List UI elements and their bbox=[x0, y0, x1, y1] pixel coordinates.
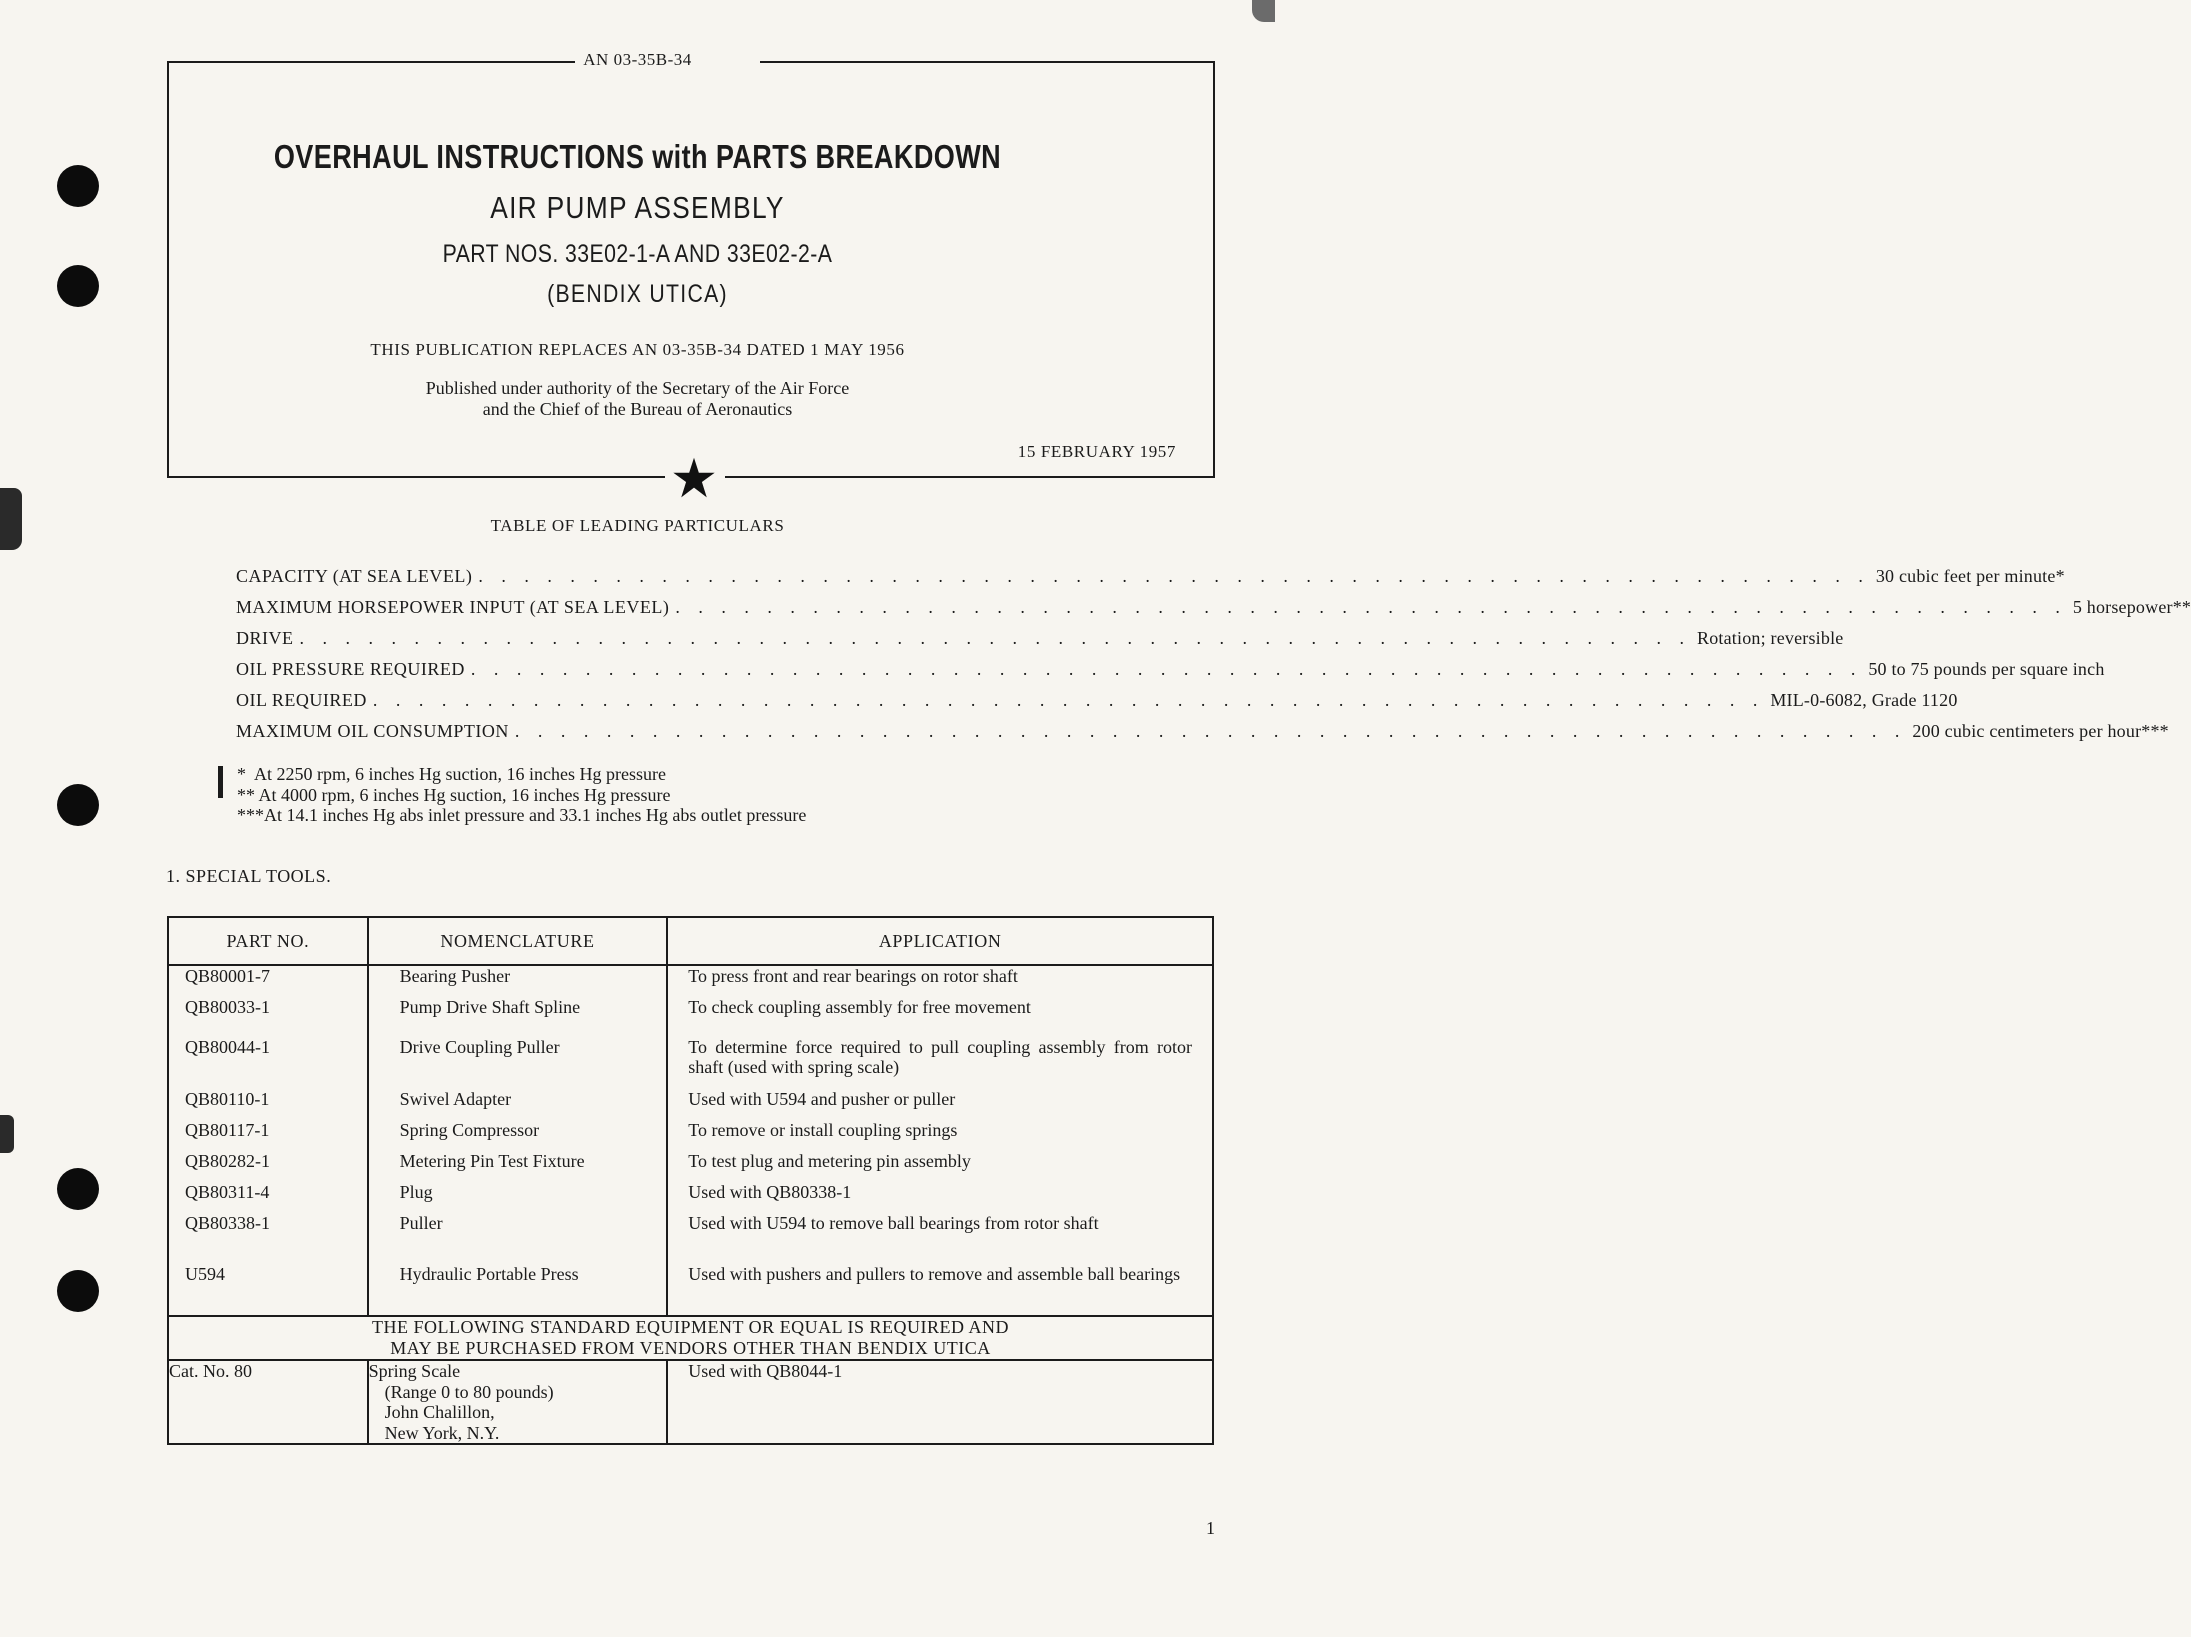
standard-equipment-row bbox=[168, 1360, 1213, 1444]
part-no: QB80033-1 bbox=[185, 997, 270, 1017]
application: Used with pushers and pullers to remove and assemble ball bearings bbox=[688, 1264, 1181, 1284]
page-number: 1 bbox=[1206, 1518, 1215, 1538]
particulars-footnotes bbox=[237, 764, 806, 826]
binder-hole-5 bbox=[57, 1270, 99, 1312]
application: Used with QB8044-1 bbox=[667, 1360, 1213, 1444]
leading-particulars-heading: TABLE OF LEADING PARTICULARS bbox=[490, 516, 785, 535]
nomenclature: Swivel Adapter bbox=[399, 1089, 512, 1109]
nomenclature: Bearing Pusher bbox=[399, 966, 511, 986]
part-no: QB80110-1 bbox=[185, 1089, 270, 1109]
header-application: APPLICATION bbox=[667, 917, 1213, 965]
part-no: QB80282-1 bbox=[185, 1151, 270, 1171]
star-icon bbox=[672, 456, 716, 500]
footnote: ** At 4000 rpm, 6 inches Hg suction, 16 inches Hg pressure bbox=[237, 784, 671, 805]
application: Used with U594 and pusher or puller bbox=[688, 1089, 956, 1109]
footnote: * At 2250 rpm, 6 inches Hg suction, 16 inches Hg pressure bbox=[237, 764, 666, 784]
application: Used with U594 to remove ball bearings from rotor shaft bbox=[688, 1213, 1099, 1233]
footnote: ***At 14.1 inches Hg abs inlet pressure and 33.1 inches Hg abs outlet pressure bbox=[237, 805, 807, 825]
particular-row: OIL PRESSURE REQUIRED . . . . . . . . . . . . . . . . . . . . . . . . . . . . . . . . . . . . . . . . . . . . . . . . . . . . . . . . . . . . . 50 to 75 pounds per square inch bbox=[236, 659, 2105, 679]
nomenclature: Plug bbox=[399, 1182, 433, 1202]
nomenclature: Hydraulic Portable Press bbox=[399, 1264, 579, 1284]
scan-corner-mark bbox=[1252, 0, 1275, 22]
part-no: QB80117-1 bbox=[185, 1120, 270, 1140]
nomenclature: Puller bbox=[399, 1213, 443, 1233]
binder-hole-4 bbox=[57, 1168, 99, 1210]
header-part-no: PART NO. bbox=[168, 917, 368, 965]
part-no: U594 bbox=[185, 1264, 225, 1284]
application: To test plug and metering pin assembly bbox=[688, 1151, 971, 1171]
application: To determine force required to pull coupling assembly from rotor shaft (used with spring scale) bbox=[688, 1037, 1192, 1077]
part-no: QB80001-7 bbox=[185, 966, 270, 986]
authority-statement: Published under authority of the Secretary of the Air Force and the Chief of the Bureau of Aeronautics bbox=[425, 378, 850, 419]
part-numbers: PART NOS. 33E02-1-A AND 33E02-2-A bbox=[442, 240, 833, 268]
assembly-title: AIR PUMP ASSEMBLY bbox=[490, 190, 785, 225]
application: To check coupling assembly for free movement bbox=[688, 997, 1031, 1017]
manufacturer: (BENDIX UTICA) bbox=[547, 280, 728, 308]
main-title: OVERHAUL INSTRUCTIONS with PARTS BREAKDOWN bbox=[273, 138, 1002, 175]
application: To remove or install coupling springs bbox=[688, 1120, 958, 1140]
nomenclature: Spring Compressor bbox=[399, 1120, 540, 1140]
application: To press front and rear bearings on rotor shaft bbox=[688, 966, 1018, 986]
nomenclature: Pump Drive Shaft Spline bbox=[399, 997, 581, 1017]
special-tools-table bbox=[167, 916, 1214, 1445]
particular-row: MAXIMUM HORSEPOWER INPUT (AT SEA LEVEL) . . . . . . . . . . . . . . . . . . . . . . . . . . . . . . . . . . . . . . . . . . . . . . . . . . . . . . . . . . . . . 5 horsepower** bbox=[236, 597, 2191, 617]
binder-hole-3 bbox=[57, 784, 99, 826]
binder-hole-1 bbox=[57, 165, 99, 207]
application: Used with QB80338-1 bbox=[688, 1182, 852, 1202]
header-nomenclature: NOMENCLATURE bbox=[368, 917, 668, 965]
nomenclature: Spring Scale (Range 0 to 80 pounds) John Chalillon, New York, N.Y. bbox=[368, 1360, 668, 1444]
scan-edge-mark bbox=[0, 1115, 14, 1153]
replaces-notice: THIS PUBLICATION REPLACES AN 03-35B-34 DATED 1 MAY 1956 bbox=[370, 340, 905, 359]
nomenclature-column bbox=[368, 965, 668, 1316]
publication-date: 15 FEBRUARY 1957 bbox=[1017, 442, 1176, 461]
nomenclature: Metering Pin Test Fixture bbox=[399, 1151, 585, 1171]
standard-equipment-notice: THE FOLLOWING STANDARD EQUIPMENT OR EQUAL IS REQUIRED AND MAY BE PURCHASED FROM VENDORS OTHER THAN BENDIX UTICA bbox=[168, 1316, 1213, 1360]
document-number: AN 03-35B-34 bbox=[0, 50, 1275, 70]
part-no: QB80338-1 bbox=[185, 1213, 270, 1233]
particular-row: DRIVE . . . . . . . . . . . . . . . . . . . . . . . . . . . . . . . . . . . . . . . . . . . . . . . . . . . . . . . . . . . . . Rotation; reversible bbox=[236, 628, 1844, 648]
tools-body bbox=[168, 965, 1213, 1316]
revision-bar bbox=[218, 766, 223, 798]
table-header-row bbox=[168, 917, 1213, 965]
part-no-column bbox=[168, 965, 368, 1316]
part-no: Cat. No. 80 bbox=[168, 1360, 368, 1444]
part-no: QB80044-1 bbox=[185, 1037, 270, 1057]
part-no: QB80311-4 bbox=[185, 1182, 270, 1202]
section-title: 1. SPECIAL TOOLS. bbox=[166, 866, 332, 886]
binder-hole-2 bbox=[57, 265, 99, 307]
particular-row: OIL REQUIRED . . . . . . . . . . . . . . . . . . . . . . . . . . . . . . . . . . . . . . . . . . . . . . . . . . . . . . . . . . . . . MIL-0-6082, Grade 1120 bbox=[236, 690, 1958, 710]
standard-equipment-notice-row bbox=[168, 1316, 1213, 1360]
particular-row: MAXIMUM OIL CONSUMPTION . . . . . . . . . . . . . . . . . . . . . . . . . . . . . . . . . . . . . . . . . . . . . . . . . . . . . . . . . . . . . 200 cubic centimeters per hour*** bbox=[236, 721, 2169, 741]
application-column bbox=[667, 965, 1213, 1316]
nomenclature: Drive Coupling Puller bbox=[399, 1037, 560, 1057]
particular-row: CAPACITY (AT SEA LEVEL) . . . . . . . . . . . . . . . . . . . . . . . . . . . . . . . . . . . . . . . . . . . . . . . . . . . . . . . . . . . . . 30 cubic feet per minute* bbox=[236, 566, 2065, 586]
